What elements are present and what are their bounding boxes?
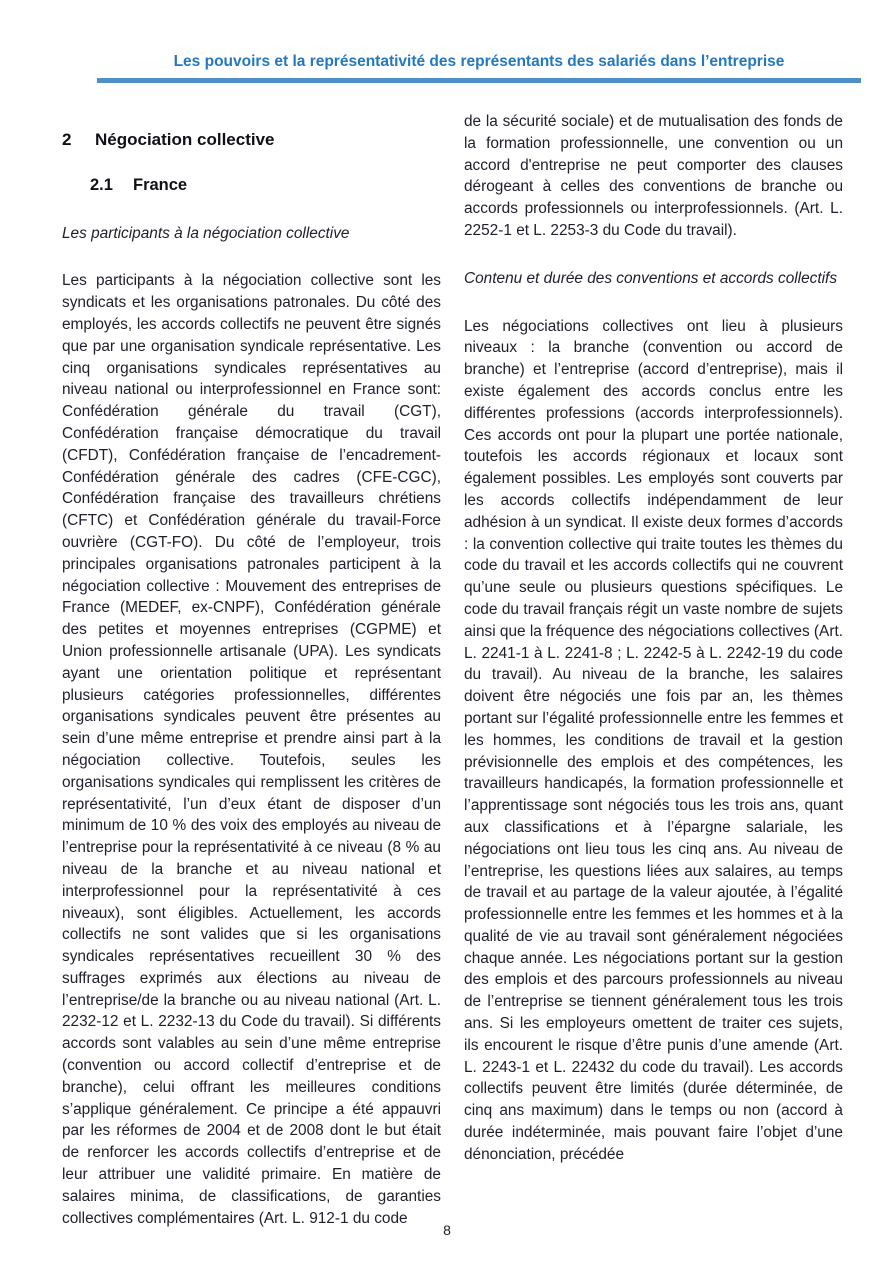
page-footer <box>0 1222 894 1238</box>
section-title: Négociation collective <box>95 130 275 149</box>
subsection-heading <box>90 175 441 197</box>
right-column <box>464 109 843 1229</box>
left-paragraph: Les participants à la négociation collective sont les syndicats et les organisations patronales. Du côté des employés, les accords collectifs ne peuvent être signés que par une organisation syndicale représentative. Les cinq organisations syndicales représentatives au niveau national ou interprofessionnel en France sont: Confédération générale du travail (CGT), Confédération française démocratique du travail (CFDT), Confédération française de l’encadrement-Confédération générale des cadres (CFE-CGC), Confédération française des travailleurs chrétiens (CFTC) et Confédération générale du travail-Force ouvrière (CGT-FO). Du côté de l’employeur, trois principales organisations patronales participent à la négociation collective : Mouvement des entreprises de France (MEDEF, ex-CNPF), Confédération générale des petites et moyennes entreprises (CGPME) et Union professionnelle artisanale (UPA). Les syndicats ayant une orientation politique et représentant plusieurs catégories professionnelles, différentes organisations syndicales peuvent être présentes au sein d’une même entreprise et prendre ainsi part à la négociation collective. Toutefois, seules les organisations syndicales qui remplissent les critères de représentativité, l’un d’eux étant de disposer d’un minimum de 10 % des voix des employés au niveau de l’entreprise pour la représentativité à ce niveau (8 % au niveau de la branche et au niveau national et interprofessionnel pour la représentativité à ces niveaux), sont éligibles. Actuellement, les accords collectifs ne sont valides que si les organisations syndicales représentatives recueillent 30 % des suffrages exprimés aux élections au niveau de l’entreprise/de la branche ou au niveau national (Art. L. 2232-12 et L. 2232-13 du Code du travail). Si différents accords sont valables au sein d’une même entreprise (convention ou accord collectif d’entreprise et de branche), celui offrant les meilleures conditions s’applique généralement. Ce principe a été appauvri par les réformes de 2004 et de 2008 dont le but était de renforcer les accords collectifs d’entreprise et de leur attribuer une validité primaire. En matière de salaires minima, de classifications, de garanties collectives complémentaires (Art. L. 912-1 du code <box>62 272 441 1227</box>
subsection-title: France <box>133 175 188 194</box>
right-paragraph: Les négociations collectives ont lieu à plusieurs niveaux : la branche (convention ou accord de branche) et l’entreprise (accord d’entreprise), mais il existe également des accords conclus entre les différentes professions (accords interprofessionnels). Ces accords ont pour la plupart une portée nationale, toutefois les accords régionaux et locaux sont également possibles. Les employés sont couverts par les accords collectifs indépendamment de leur adhésion à un syndicat. Il existe deux formes d’accords : la convention collective qui traite toutes les thèmes du code du travail et les accords collectifs qui ne couvrent qu’une seule ou plusieurs questions spécifiques. Le code du travail français régit un vaste nombre de sujets ainsi que la fréquence des négociations collectives (Art. L. 2241-1 à L. 2241-8 ; L. 2242-5 à L. 2242-19 du code du travail). Au niveau de la branche, les salaires doivent être négociés une fois par an, les thèmes portant sur l’égalité professionnelle entre les femmes et les hommes, les conditions de travail et la gestion prévisionnelle des emplois et des compétences, les travailleurs handicapés, la formation professionnelle et l’apprentissage sont négociés tous les trois ans, quant aux classifications et à l’épargne salariale, les négociations ont lieu tous les cinq ans. Au niveau de l’entreprise, les questions liées aux salaires, au temps de travail et au partage de la valeur ajoutée, à l’égalité professionnelle entre les femmes et les hommes et à la qualité de vie au travail sont généralement négociées chaque année. Les négociations portant sur la gestion des emplois et des parcours professionnels au niveau de l’entreprise se tiennent généralement tous les trois ans. Si les employeurs omettent de traiter ces sujets, ils encourent le risque d’être punis d’une amende (Art. L. 2243-1 et L. 22432 du code du travail). Les accords collectifs peuvent être limités (durée déterminée, de cinq ans maximum) dans le temps ou non (accord à durée indéterminée, mais pouvant faire l’objet d’une dénonciation, précédée <box>464 317 843 1163</box>
section-heading <box>62 129 441 151</box>
left-column <box>62 109 441 1229</box>
section-number: 2 <box>62 130 72 149</box>
left-italic-heading: Les participants à la négociation collective <box>62 224 350 242</box>
header-title: Les pouvoirs et la représentativité des représentants des salariés dans l’entreprise <box>173 53 785 70</box>
right-italic-heading: Contenu et durée des conventions et accords collectifs <box>464 269 838 287</box>
subsection-number: 2.1 <box>90 175 113 194</box>
page-number: 8 <box>443 1222 451 1238</box>
page-header <box>97 52 861 83</box>
right-paragraph-continuation: de la sécurité sociale) et de mutualisation des fonds de la formation professionnelle, une convention ou un accord d'entreprise ne peut comporter des clauses dérogeant à celles des conventions de branche ou accords professionnels ou interprofessionnels. (Art. L. 2252-1 et L. 2253-3 du Code du travail). <box>464 113 843 239</box>
two-column-body <box>62 109 843 1229</box>
